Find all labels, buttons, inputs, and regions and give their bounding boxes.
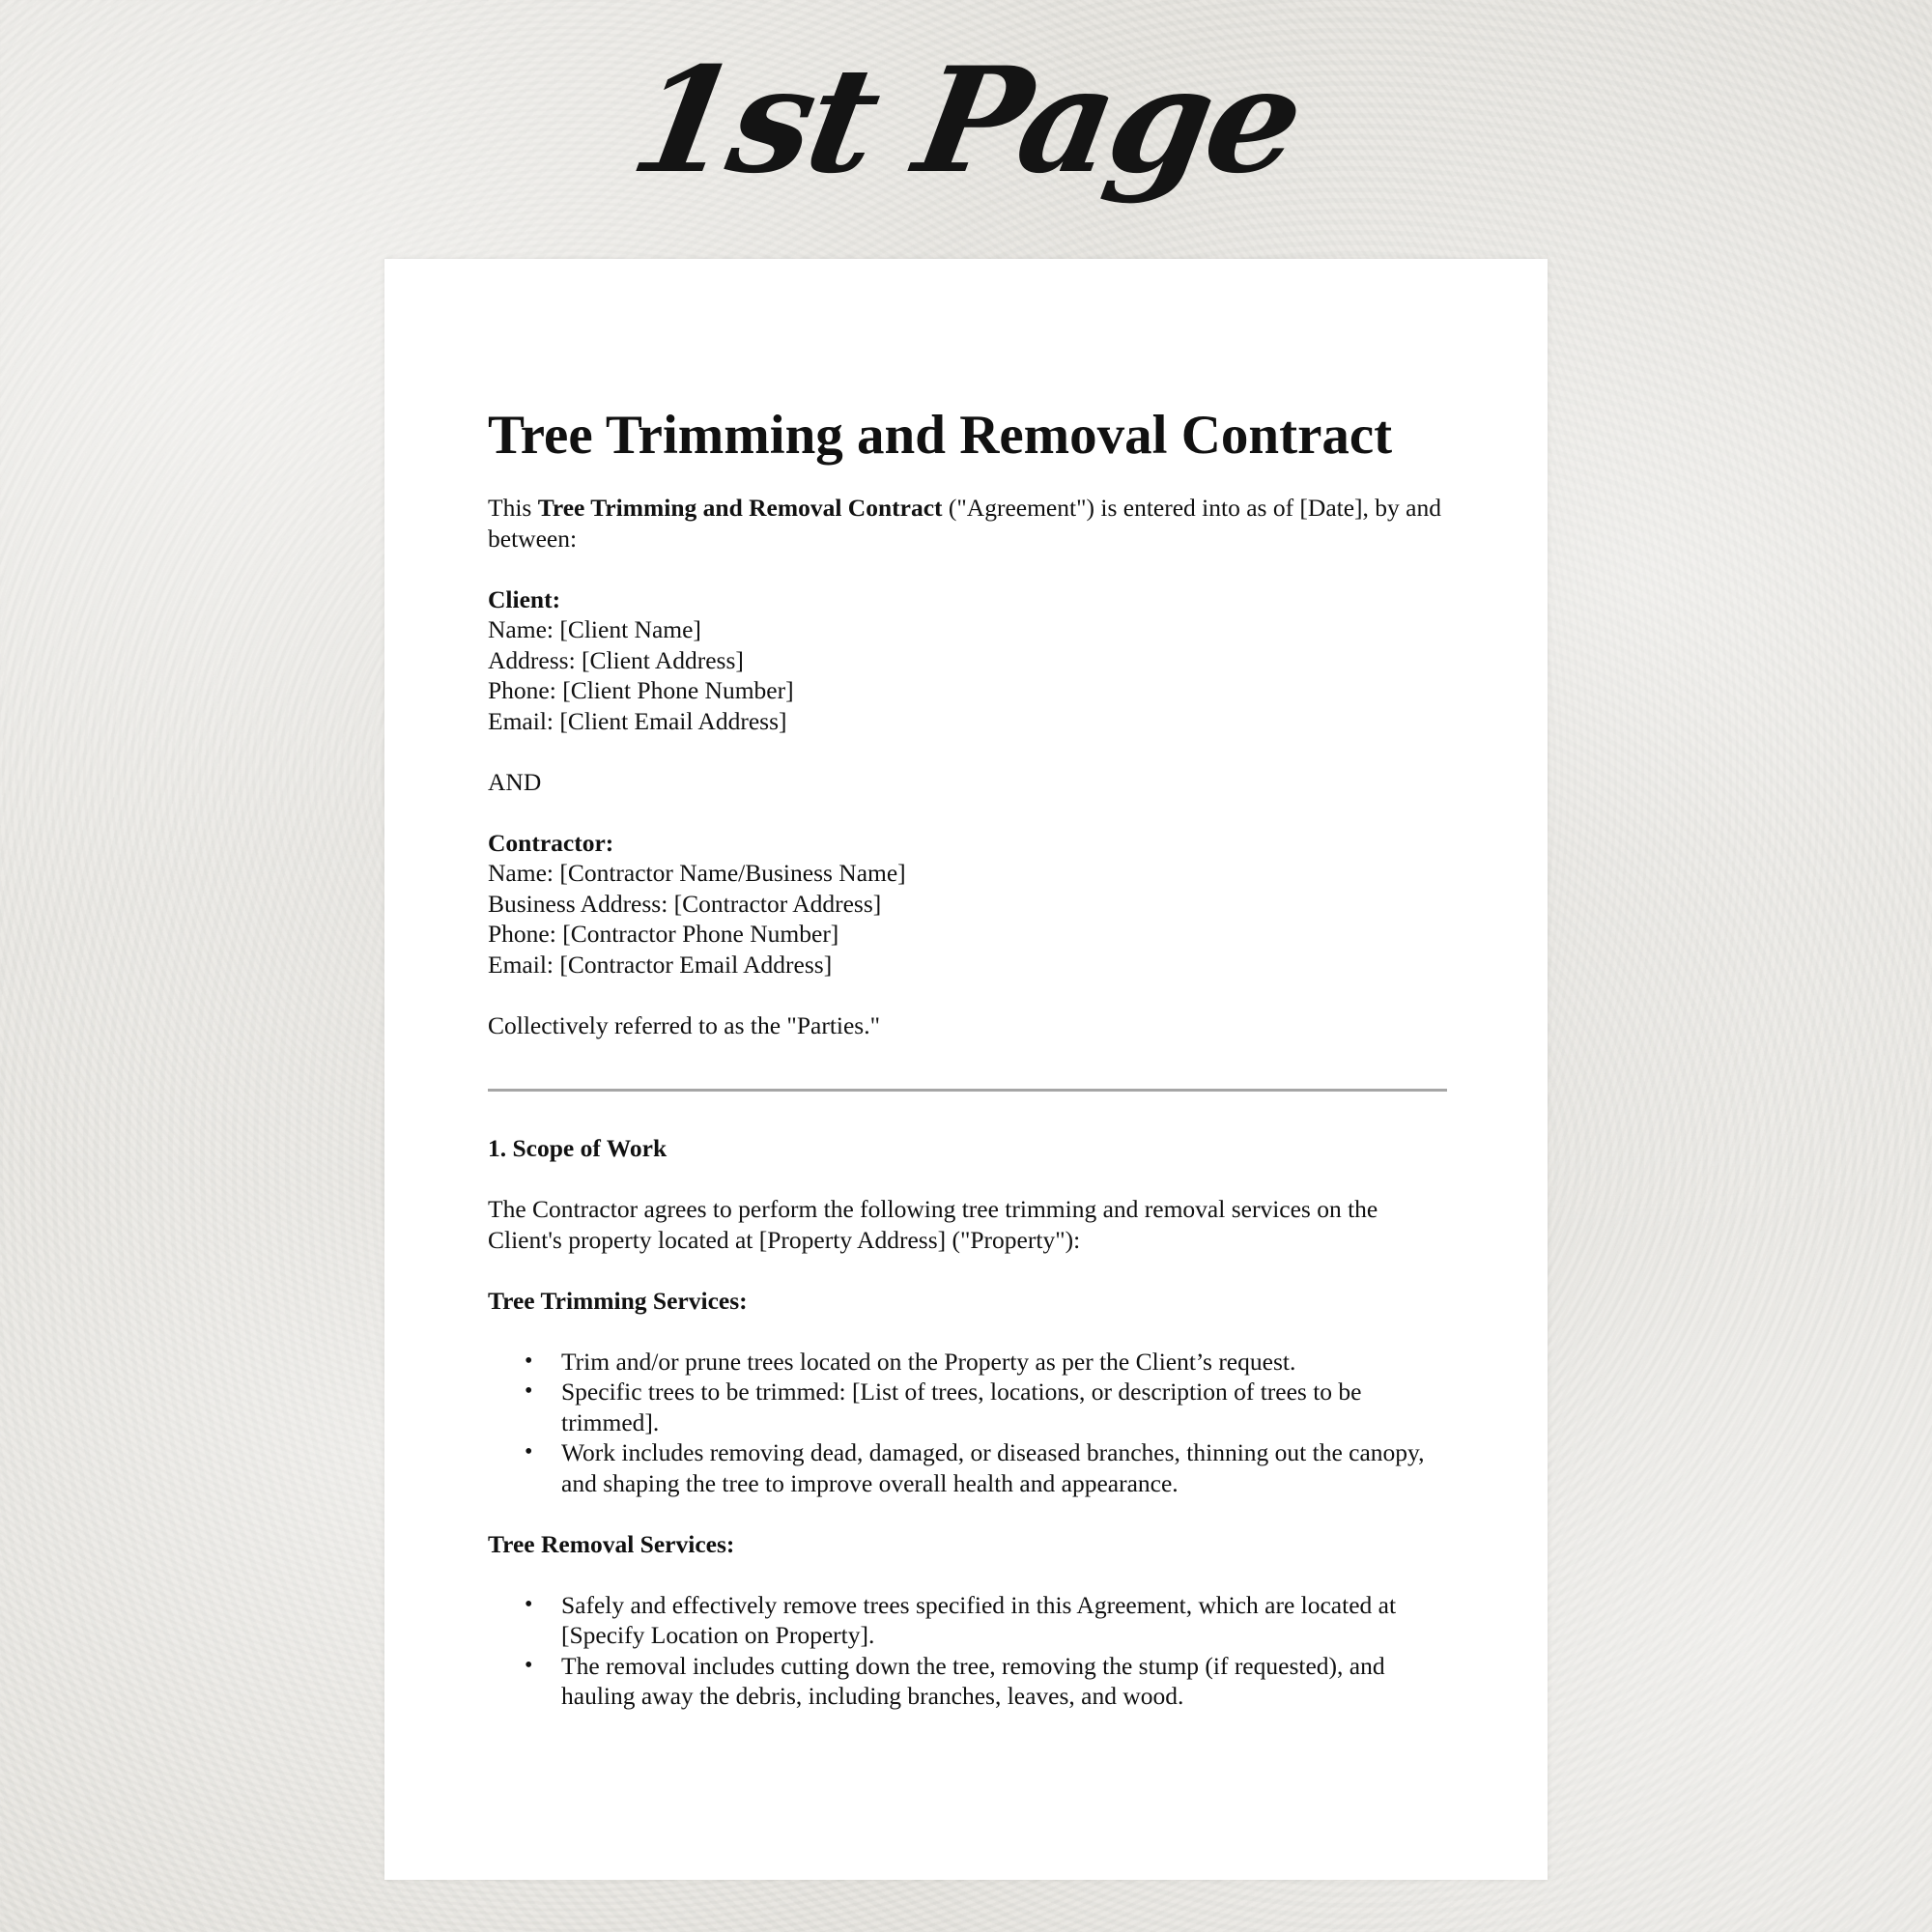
- contractor-phone-line: Phone: [Contractor Phone Number]: [488, 920, 839, 948]
- document-page: [384, 259, 1548, 1880]
- client-heading: Client:: [488, 584, 561, 613]
- and-text: AND: [488, 767, 542, 796]
- section-1-heading: 1. Scope of Work: [488, 1134, 668, 1162]
- list-item: • Safely and effectively remove trees specified in this Agreement, which are located at [Specify Location on Property].: [561, 1590, 1450, 1651]
- contractor-block: [488, 828, 1450, 980]
- client-name-line: Name: [Client Name]: [488, 615, 701, 643]
- document-content: [488, 404, 1450, 1712]
- intro-suffix: ("Agreement") is entered into as of [Date], by and between:: [488, 494, 1441, 553]
- client-block: [488, 584, 1450, 737]
- intro-prefix: This: [488, 494, 538, 522]
- client-phone-line: Phone: [Client Phone Number]: [488, 676, 794, 704]
- section-divider: [488, 1089, 1447, 1092]
- list-item: • Work includes removing dead, damaged, or diseased branches, thinning out the canopy, and shaping the tree to improve overall health and appearance.: [561, 1437, 1450, 1498]
- collective-reference: Collectively referred to as the "Parties.": [488, 1010, 881, 1039]
- client-email-line: Email: [Client Email Address]: [488, 706, 787, 735]
- trimming-list: [488, 1347, 1450, 1499]
- trimming-heading: Tree Trimming Services:: [488, 1286, 748, 1315]
- contractor-name-line: Name: [Contractor Name/Business Name]: [488, 859, 906, 887]
- contractor-address-line: Business Address: [Contractor Address]: [488, 889, 882, 918]
- contractor-email-line: Email: [Contractor Email Address]: [488, 950, 833, 979]
- list-item: • Trim and/or prune trees located on the Property as per the Client’s request.: [561, 1347, 1450, 1378]
- removal-heading: Tree Removal Services:: [488, 1529, 735, 1558]
- intro-paragraph: [488, 493, 1450, 554]
- document-title: Tree Trimming and Removal Contract: [488, 405, 1393, 466]
- section-1-intro: The Contractor agrees to perform the following tree trimming and removal services on the Client's property located at [Property Address] ("Property"):: [488, 1195, 1378, 1254]
- removal-list: [488, 1590, 1450, 1712]
- list-item: • The removal includes cutting down the tree, removing the stump (if requested), and hauling away the debris, including branches, leaves, and wood.: [561, 1651, 1450, 1712]
- list-item: • Specific trees to be trimmed: [List of trees, locations, or description of trees to be trimmed].: [561, 1377, 1450, 1437]
- intro-bold: Tree Trimming and Removal Contract: [537, 494, 943, 522]
- client-address-line: Address: [Client Address]: [488, 645, 744, 674]
- contractor-heading: Contractor:: [488, 828, 614, 857]
- page-headline: 1st Page: [620, 36, 1312, 206]
